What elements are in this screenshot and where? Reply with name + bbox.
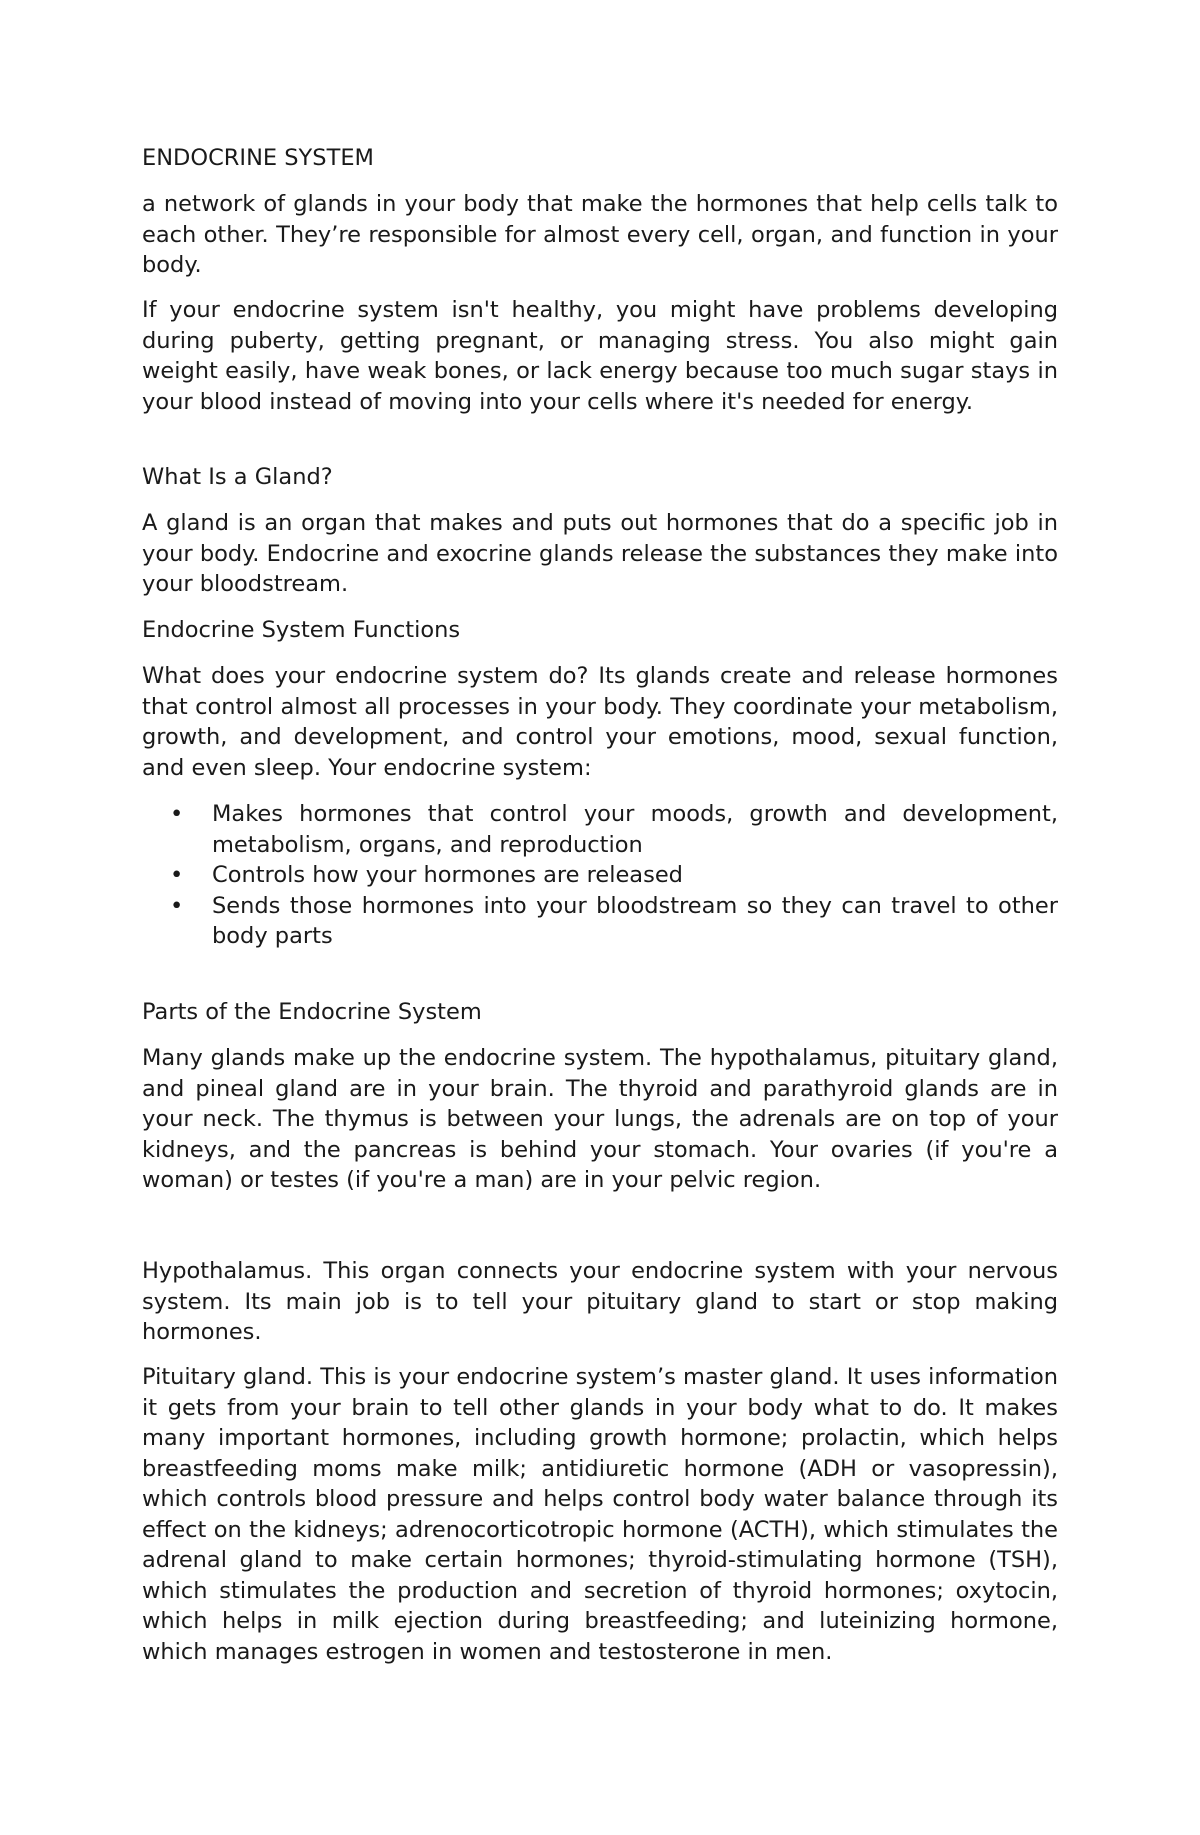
- gland-heading: What Is a Gland?: [142, 464, 333, 490]
- hypothalamus-paragraph: Hypothalamus. This organ connects your endocrine system with your nervous system. Its main job is to tell your pituitary gland to start or stop making hormones.: [142, 1258, 1058, 1345]
- parts-heading: Parts of the Endocrine System: [142, 999, 482, 1025]
- parts-paragraph: Many glands make up the endocrine system. The hypothalamus, pituitary gland, and pineal gland are in your brain. The thyroid and parathyroid glands are in your neck. The thymus is between your lungs, the adrenals are on top of your kidneys, and the pancreas is behind your stomach. Your ovaries (if you're a woman) or testes (if you're a man) are in your pelvic region.: [142, 1045, 1058, 1193]
- gland-paragraph: A gland is an organ that makes and puts out hormones that do a specific job in your body. Endocrine and exocrine glands release the substances they make into your bloodstream.: [142, 510, 1058, 597]
- list-item-text: Sends those hormones into your bloodstream so they can travel to other body parts: [212, 892, 1058, 949]
- bullet-icon: •: [170, 862, 184, 888]
- bullet-icon: •: [170, 892, 184, 919]
- functions-paragraph: What does your endocrine system do? Its glands create and release hormones that control almost all processes in your body. They coordinate your metabolism, growth, and development, and control your emotions, mood, sexual function, and even sleep. Your endocrine system:: [142, 663, 1058, 781]
- list-item-text: Controls how your hormones are released: [212, 862, 683, 888]
- pituitary-paragraph: Pituitary gland. This is your endocrine system’s master gland. It uses information it gets from your brain to tell other glands in your body what to do. It makes many important hormones, including growth hormone; prolactin, which helps breastfeeding moms make milk; antidiuretic hormone (ADH or vasopressin), which controls blood pressure and helps control body water balance through its effect on the kidneys; adrenocorticotropic hormone (ACTH), which stimulates the adrenal gland to make certain hormones; thyroid-stimulating hormone (TSH), which stimulates the production and secretion of thyroid hormones; oxytocin, which helps in milk ejection during breastfeeding; and luteinizing hormone, which manages estrogen in women and testosterone in men.: [142, 1364, 1058, 1665]
- list-item: [142, 860, 1058, 891]
- list-item-text: Makes hormones that control your moods, growth and development, metabolism, organs, and reproduction: [212, 801, 1058, 858]
- document-title: ENDOCRINE SYSTEM: [142, 145, 374, 171]
- intro-paragraph: a network of glands in your body that make the hormones that help cells talk to each other. They’re responsible for almost every cell, organ, and function in your body.: [142, 191, 1058, 278]
- functions-heading: Endocrine System Functions: [142, 617, 461, 643]
- list-item: [142, 891, 1058, 952]
- health-paragraph: If your endocrine system isn't healthy, you might have problems developing during puberty, getting pregnant, or managing stress. You also might gain weight easily, have weak bones, or lack energy because too much sugar stays in your blood instead of moving into your cells where it's needed for energy.: [142, 297, 1058, 415]
- bullet-icon: •: [170, 801, 184, 827]
- list-item: [142, 799, 1058, 860]
- functions-list: [142, 799, 1058, 952]
